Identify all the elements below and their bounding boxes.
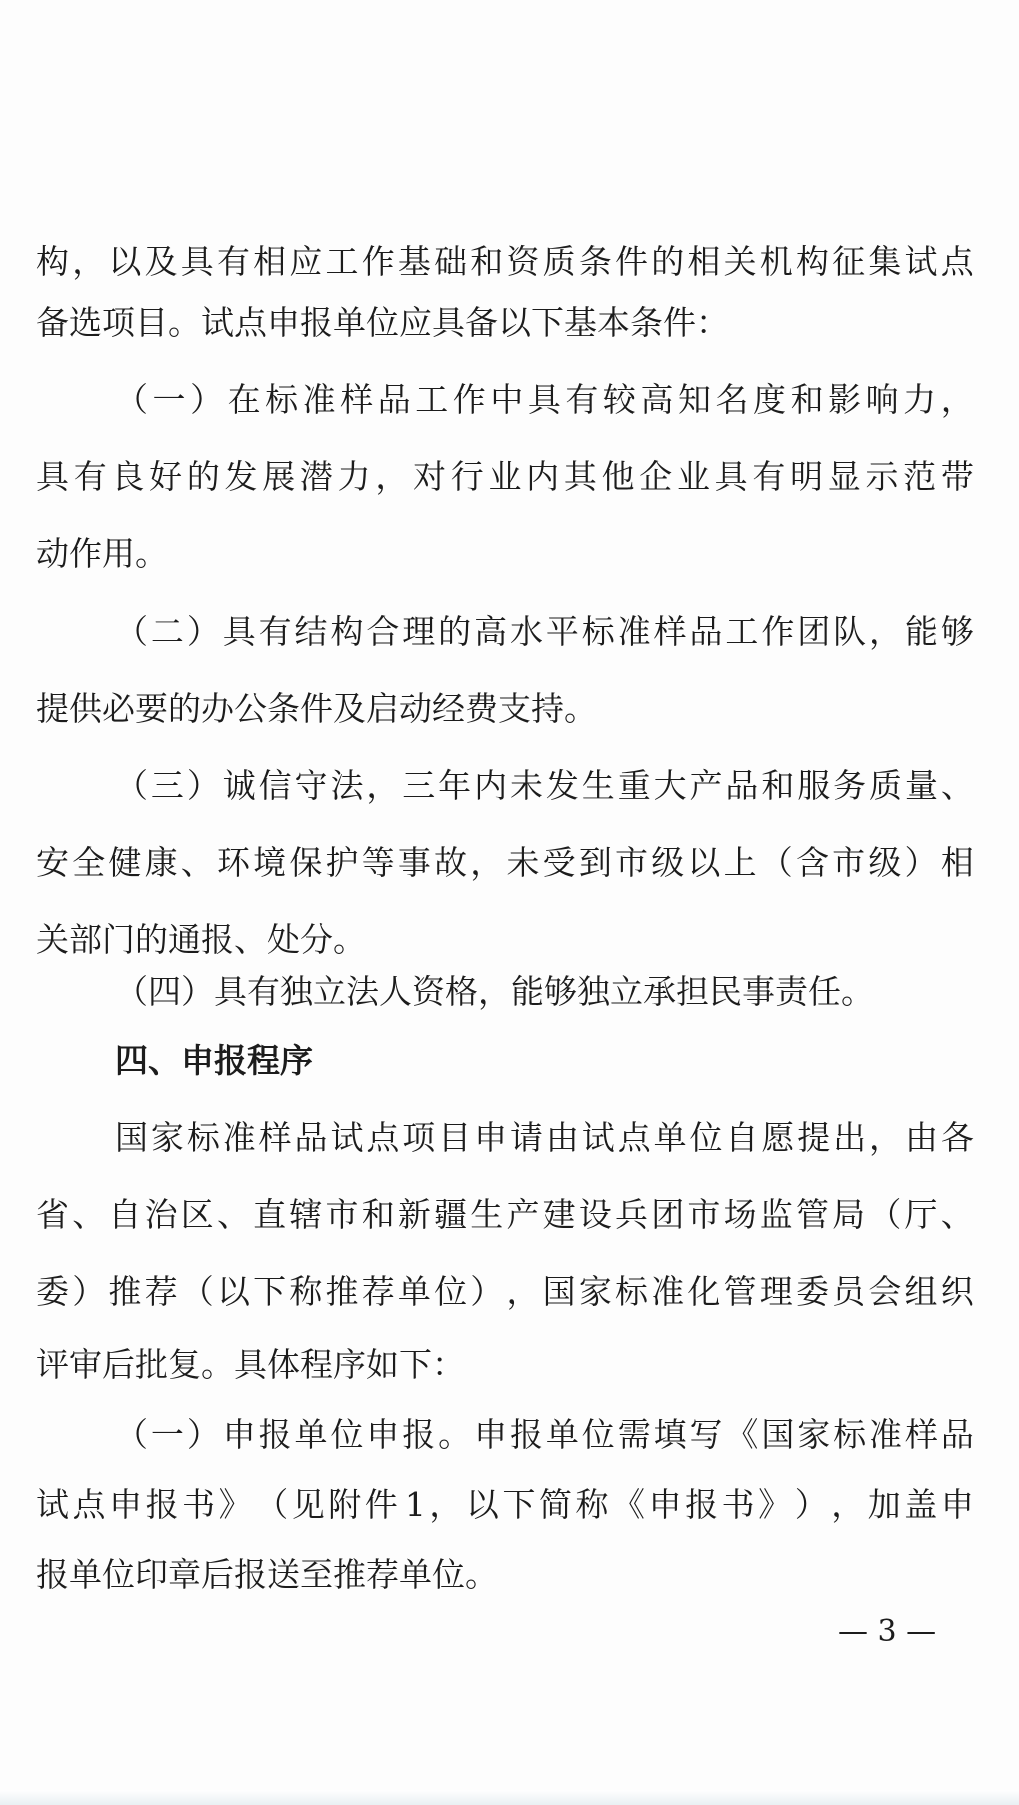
procedure-line-3: 委 ） 推 荐 （ 以 下 称 推 荐 单 位 ） ， 国 家 标 准 化 管 理 委 员 会 组 织 bbox=[36, 1272, 974, 1311]
condition-2-line-2: 提供必要的办公条件及启动经费支持。 bbox=[36, 689, 597, 728]
condition-3-line-2: 安 全 健 康 、 环 境 保 护 等 事 故 ， 未 受 到 市 级 以 上 （ 含 市 级 ） 相 bbox=[36, 843, 974, 882]
condition-1-line-2: 具 有 良 好 的 发 展 潜 力 ， 对 行 业 内 其 他 企 业 具 有 明 显 示 范 带 bbox=[36, 457, 974, 496]
condition-3-line-3: 关部门的通报、处分。 bbox=[36, 920, 366, 959]
condition-1-line-1: （ 一 ） 在 标 准 样 品 工 作 中 具 有 较 高 知 名 度 和 影 响 力 ， bbox=[115, 380, 974, 419]
procedure-line-4: 评审后批复。具体程序如下： bbox=[36, 1345, 465, 1384]
step-1-line-2: 试 点 申 报 书 》 （ 见 附 件 1 ， 以 下 简 称 《 申 报 书 》 ） ， 加 盖 申 bbox=[36, 1485, 974, 1524]
paragraph-line-1: 构 ， 以 及 具 有 相 应 工 作 基 础 和 资 质 条 件 的 相 关 机 构 征 集 试 点 bbox=[36, 242, 974, 281]
condition-3-line-1: （ 三 ） 诚 信 守 法 ， 三 年 内 未 发 生 重 大 产 品 和 服 务 质 量 、 bbox=[115, 766, 974, 805]
scan-bottom-edge bbox=[0, 1790, 1019, 1805]
condition-2-line-1: （ 二 ） 具 有 结 构 合 理 的 高 水 平 标 准 样 品 工 作 团 队 ， 能 够 bbox=[115, 612, 974, 651]
paragraph-line-2: 备选项目。试点申报单位应具备以下基本条件： bbox=[36, 303, 729, 342]
procedure-line-1: 国 家 标 准 样 品 试 点 项 目 申 请 由 试 点 单 位 自 愿 提 出 ， 由 各 bbox=[115, 1118, 974, 1157]
step-1-line-1: （ 一 ） 申 报 单 位 申 报 。 申 报 单 位 需 填 写 《 国 家 标 准 样 品 bbox=[115, 1415, 974, 1454]
step-1-line-3: 报单位印章后报送至推荐单位。 bbox=[36, 1555, 498, 1594]
condition-4-line-1: （四）具有独立法人资格，能够独立承担民事责任。 bbox=[115, 972, 874, 1011]
procedure-line-2: 省 、 自 治 区 、 直 辖 市 和 新 疆 生 产 建 设 兵 团 市 场 监 管 局 （ 厅 、 bbox=[36, 1195, 974, 1234]
condition-1-line-3: 动作用。 bbox=[36, 534, 168, 573]
section-heading: 四、申报程序 bbox=[115, 1041, 313, 1080]
page-number: — 3 — bbox=[838, 1614, 937, 1649]
